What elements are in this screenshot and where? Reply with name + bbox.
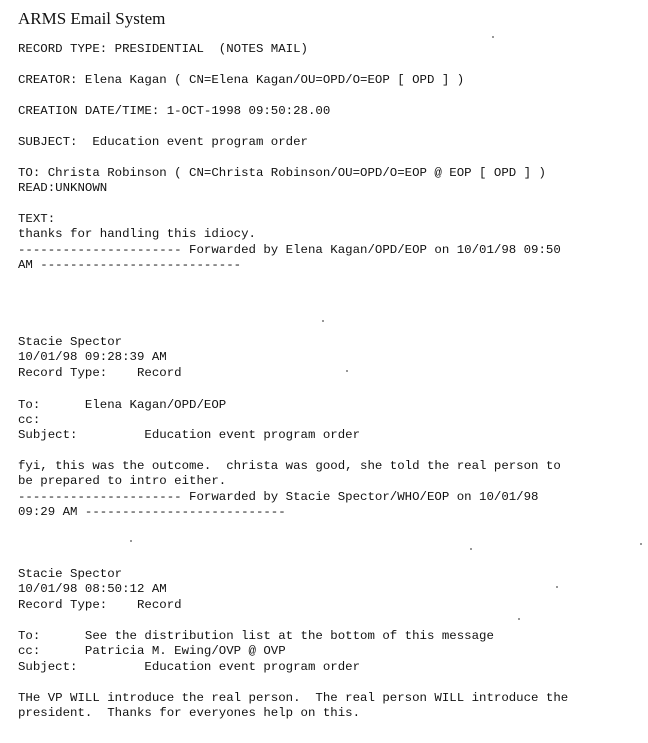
message2-body-line1: THe VP WILL introduce the real person. The real person WILL introduce the <box>18 691 569 705</box>
forward-divider-2: ---------------------- Forwarded by Stacie Spector/WHO/EOP on 10/01/98 <box>18 490 539 504</box>
creator-line: CREATOR: Elena Kagan ( CN=Elena Kagan/OU=OPD/O=EOP [ OPD ] ) <box>18 73 465 87</box>
message1-cc: cc: <box>18 413 41 427</box>
message1-subject: Subject: Education event program order <box>18 428 361 442</box>
scan-speck <box>322 320 324 322</box>
message1-body-line1: fyi, this was the outcome. christa was good, she told the real person to <box>18 459 561 473</box>
text-label: TEXT: <box>18 212 56 226</box>
scan-speck <box>640 543 642 545</box>
message2-datetime: 10/01/98 08:50:12 AM <box>18 582 167 596</box>
message2-sender: Stacie Spector <box>18 567 123 581</box>
scan-speck <box>130 540 132 542</box>
message2-cc: cc: Patricia M. Ewing/OVP @ OVP <box>18 644 286 658</box>
message1-body-line2: be prepared to intro either. <box>18 474 227 488</box>
creation-datetime-line: CREATION DATE/TIME: 1-OCT-1998 09:50:28.00 <box>18 104 331 118</box>
message1-datetime: 10/01/98 09:28:39 AM <box>18 350 167 364</box>
message1-record-type: Record Type: Record <box>18 366 182 380</box>
forward-divider-2-cont: 09:29 AM --------------------------- <box>18 505 286 519</box>
text-body-line: thanks for handling this idiocy. <box>18 227 256 241</box>
forward-divider-1: ---------------------- Forwarded by Elena Kagan/OPD/EOP on 10/01/98 09:50 <box>18 243 561 257</box>
message2-to: To: See the distribution list at the bottom of this message <box>18 629 494 643</box>
message2-subject: Subject: Education event program order <box>18 660 361 674</box>
scan-speck <box>346 370 348 372</box>
to-line: TO: Christa Robinson ( CN=Christa Robinson/OU=OPD/O=EOP @ EOP [ OPD ] ) <box>18 166 546 180</box>
subject-line: SUBJECT: Education event program order <box>18 135 308 149</box>
message2-record-type: Record Type: Record <box>18 598 182 612</box>
scan-speck <box>492 36 494 38</box>
message1-to: To: Elena Kagan/OPD/EOP <box>18 398 227 412</box>
scan-speck <box>518 618 520 620</box>
scan-speck <box>556 586 558 588</box>
record-type-line: RECORD TYPE: PRESIDENTIAL (NOTES MAIL) <box>18 42 308 56</box>
system-title: ARMS Email System <box>18 9 166 28</box>
read-status-line: READ:UNKNOWN <box>18 181 108 195</box>
message2-body-line2: president. Thanks for everyones help on this. <box>18 706 361 720</box>
message1-sender: Stacie Spector <box>18 335 123 349</box>
forward-divider-1-cont: AM --------------------------- <box>18 258 242 272</box>
scan-speck <box>470 548 472 550</box>
